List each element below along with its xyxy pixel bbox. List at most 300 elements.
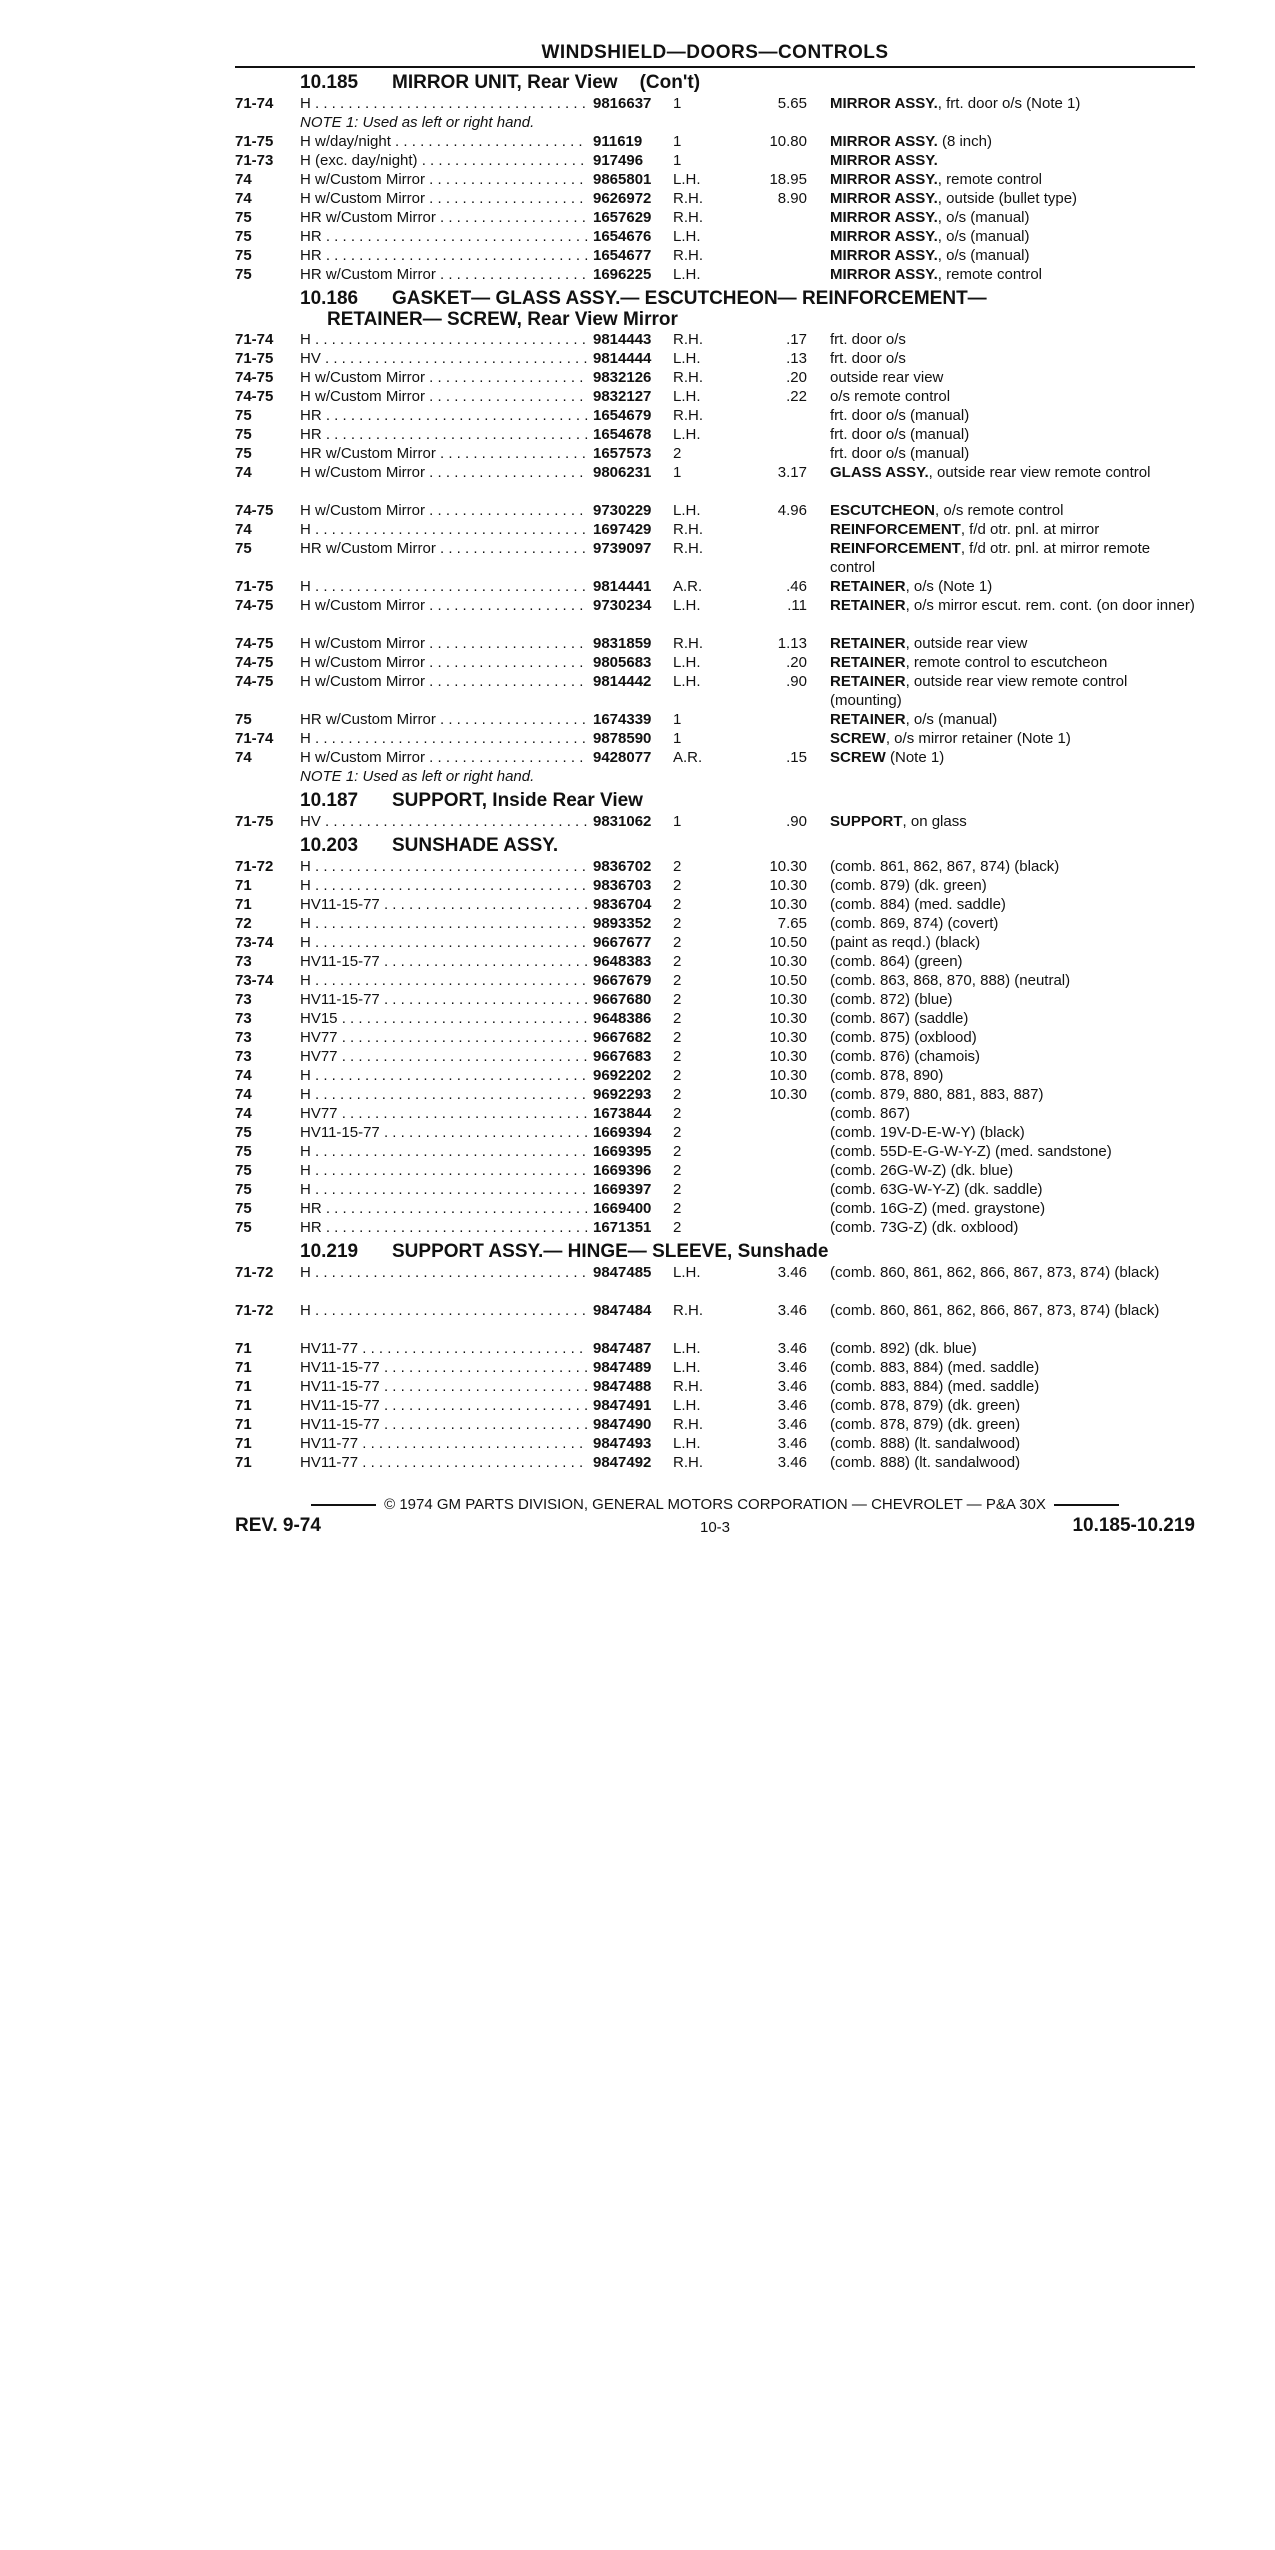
price: 3.46 [777, 1397, 807, 1414]
body-style: H w/Custom Mirror . . . [300, 170, 588, 189]
part-number: 9847487 [593, 1340, 652, 1357]
part-number: 1654677 [593, 247, 652, 264]
model-year: 73 [235, 953, 252, 970]
model-year: 71-75 [235, 813, 274, 830]
quantity: 2 [673, 1143, 682, 1160]
quantity: 2 [673, 445, 682, 462]
price: 3.46 [777, 1302, 807, 1319]
table-row [235, 710, 1195, 729]
table-row [235, 1047, 1195, 1066]
model-year: 75 [235, 228, 252, 245]
price: 10.30 [769, 1010, 807, 1027]
description: RETAINER, outside rear view remote control (mounting) [830, 673, 1128, 709]
description: (comb. 73G-Z) (dk. oxblood) [830, 1219, 1019, 1236]
part-number: 9667683 [593, 1048, 652, 1065]
body-style: H w/Custom Mirror . . . [300, 189, 588, 208]
quantity: R.H. [673, 635, 703, 652]
model-year: 75 [235, 1219, 252, 1236]
description-keyword: RETAINER [830, 635, 906, 652]
price: 3.46 [777, 1416, 807, 1433]
part-number: 9878590 [593, 730, 652, 747]
section-title [235, 288, 1195, 309]
price: 7.65 [777, 915, 807, 932]
quantity: L.H. [673, 673, 701, 690]
part-number: 9831859 [593, 635, 652, 652]
body-style: H . . . [300, 933, 588, 952]
catalog-section [235, 790, 1195, 831]
table-row [235, 132, 1195, 151]
part-number: 9805683 [593, 654, 652, 671]
quantity: 2 [673, 1010, 682, 1027]
quantity: 2 [673, 953, 682, 970]
table-note: NOTE 1: Used as left or right hand. [300, 768, 535, 785]
part-number: 1657629 [593, 209, 652, 226]
part-number: 9836704 [593, 896, 652, 913]
part-number: 9692202 [593, 1067, 652, 1084]
body-style: HV . . . [300, 349, 588, 368]
model-year: 74 [235, 1086, 252, 1103]
description-keyword: GLASS ASSY. [830, 464, 929, 481]
body-style: H . . . [300, 1161, 588, 1180]
section-range: 10.185-10.219 [1072, 1515, 1195, 1536]
description: RETAINER, outside rear view [830, 635, 1028, 652]
model-year: 73 [235, 1048, 252, 1065]
quantity: 2 [673, 915, 682, 932]
quantity: 2 [673, 1029, 682, 1046]
quantity: R.H. [673, 521, 703, 538]
model-year: 73 [235, 1029, 252, 1046]
quantity: 2 [673, 858, 682, 875]
description: REINFORCEMENT, f/d otr. pnl. at mirror [830, 521, 1100, 538]
table-row [235, 1358, 1195, 1377]
table-note: NOTE 1: Used as left or right hand. [300, 114, 535, 131]
section-number: 10.219 [300, 1241, 359, 1262]
model-year: 71-72 [235, 858, 274, 875]
part-number: 9626972 [593, 190, 652, 207]
description-keyword: MIRROR ASSY. [830, 152, 938, 169]
quantity: L.H. [673, 266, 701, 283]
table-row [235, 425, 1195, 444]
description: (comb. 879, 880, 881, 883, 887) [830, 1086, 1044, 1103]
body-style: H w/Custom Mirror . . . [300, 596, 588, 615]
part-number: 1669400 [593, 1200, 652, 1217]
model-year: 75 [235, 1181, 252, 1198]
description: MIRROR ASSY., o/s (manual) [830, 209, 1030, 226]
table-row [235, 1301, 1195, 1339]
table-row [235, 1142, 1195, 1161]
table-row [235, 1180, 1195, 1199]
body-style: H w/Custom Mirror . . . [300, 748, 588, 767]
catalog-section [235, 1241, 1195, 1472]
quantity: L.H. [673, 1359, 701, 1376]
catalog-page [235, 42, 1195, 1541]
catalog-section [235, 835, 1195, 1237]
price: 3.46 [777, 1359, 807, 1376]
description: (comb. 876) (chamois) [830, 1048, 981, 1065]
description: RETAINER, o/s (Note 1) [830, 578, 993, 595]
quantity: L.H. [673, 171, 701, 188]
quantity: R.H. [673, 190, 703, 207]
description-keyword: RETAINER [830, 711, 906, 728]
table-row [235, 971, 1195, 990]
model-year: 71 [235, 877, 252, 894]
table-row [235, 349, 1195, 368]
price: 8.90 [777, 190, 807, 207]
part-number: 9847490 [593, 1416, 652, 1433]
description: (comb. 26G-W-Z) (dk. blue) [830, 1162, 1014, 1179]
table-row [235, 368, 1195, 387]
body-style: H w/Custom Mirror . . . [300, 463, 588, 482]
body-style: H w/day/night . . . [300, 132, 588, 151]
model-year: 75 [235, 1162, 252, 1179]
description: (comb. 55D-E-G-W-Y-Z) (med. sandstone) [830, 1143, 1112, 1160]
price: 10.50 [769, 934, 807, 951]
part-number: 1654678 [593, 426, 652, 443]
catalog-section [235, 72, 1195, 284]
part-number: 1669395 [593, 1143, 652, 1160]
body-style: H w/Custom Mirror . . . [300, 672, 588, 691]
description: (paint as reqd.) (black) [830, 934, 981, 951]
part-number: 9814442 [593, 673, 652, 690]
part-number: 9730229 [593, 502, 652, 519]
part-number: 9893352 [593, 915, 652, 932]
model-year: 74-75 [235, 654, 274, 671]
table-row [235, 1453, 1195, 1472]
description: ESCUTCHEON, o/s remote control [830, 502, 1064, 519]
quantity: 2 [673, 972, 682, 989]
price: 4.96 [777, 502, 807, 519]
part-number: 9847492 [593, 1454, 652, 1471]
description: (comb. 878, 890) [830, 1067, 944, 1084]
section-title-text: GASKET— GLASS ASSY.— ESCUTCHEON— REINFORCEMENT— [392, 288, 987, 309]
description: (comb. 883, 884) (med. saddle) [830, 1359, 1040, 1376]
description: MIRROR ASSY., frt. door o/s (Note 1) [830, 95, 1081, 112]
body-style: H . . . [300, 94, 588, 113]
table-row [235, 1161, 1195, 1180]
part-number: 9847493 [593, 1435, 652, 1452]
body-style: H . . . [300, 520, 588, 539]
model-year: 74-75 [235, 502, 274, 519]
table-row [235, 857, 1195, 876]
description: REINFORCEMENT, f/d otr. pnl. at mirror remote control [830, 540, 1151, 576]
price: .11 [787, 597, 807, 614]
description: (comb. 63G-W-Y-Z) (dk. saddle) [830, 1181, 1043, 1198]
table-row [235, 227, 1195, 246]
quantity: L.H. [673, 388, 701, 405]
price: 10.30 [769, 953, 807, 970]
description: SCREW (Note 1) [830, 749, 945, 766]
quantity: R.H. [673, 1302, 703, 1319]
description: (comb. 864) (green) [830, 953, 963, 970]
description-keyword: REINFORCEMENT [830, 540, 961, 557]
description: (comb. 867) (saddle) [830, 1010, 969, 1027]
model-year: 71-74 [235, 331, 274, 348]
quantity: 2 [673, 1200, 682, 1217]
description: frt. door o/s (manual) [830, 407, 970, 424]
body-style: H . . . [300, 330, 588, 349]
part-number: 9730234 [593, 597, 652, 614]
body-style: HV11-77 . . . [300, 1453, 588, 1472]
quantity: 2 [673, 1219, 682, 1236]
quantity: R.H. [673, 331, 703, 348]
quantity: R.H. [673, 540, 703, 557]
description: (comb. 879) (dk. green) [830, 877, 987, 894]
description: SUPPORT, on glass [830, 813, 967, 830]
body-style: HR . . . [300, 1199, 588, 1218]
table-row [235, 189, 1195, 208]
body-style: HV11-15-77 . . . [300, 1396, 588, 1415]
model-year: 71 [235, 1435, 252, 1452]
description-keyword: MIRROR ASSY. [830, 171, 938, 188]
model-year: 71-72 [235, 1302, 274, 1319]
price: 3.46 [777, 1454, 807, 1471]
model-year: 75 [235, 1143, 252, 1160]
table-row [235, 634, 1195, 653]
table-row [235, 1066, 1195, 1085]
table-row [235, 1377, 1195, 1396]
model-year: 71 [235, 1378, 252, 1395]
model-year: 71-74 [235, 95, 274, 112]
description [830, 151, 1195, 170]
section-title-text: SUPPORT, Inside Rear View [392, 790, 643, 811]
quantity: 2 [673, 1105, 682, 1122]
table-row [235, 330, 1195, 349]
model-year: 75 [235, 209, 252, 226]
part-number: 9816637 [593, 95, 652, 112]
body-style: HR w/Custom Mirror . . . [300, 539, 588, 558]
model-year: 75 [235, 247, 252, 264]
body-style: H . . . [300, 1142, 588, 1161]
table-row [235, 501, 1195, 520]
quantity: 1 [673, 711, 682, 728]
part-number: 9831062 [593, 813, 652, 830]
price: .20 [786, 654, 807, 671]
table-row [235, 539, 1195, 577]
catalog-section [235, 288, 1195, 786]
model-year: 71 [235, 1397, 252, 1414]
quantity: R.H. [673, 209, 703, 226]
description-keyword: RETAINER [830, 673, 906, 690]
table-row [235, 1339, 1195, 1358]
body-style: H . . . [300, 1180, 588, 1199]
quantity: L.H. [673, 1435, 701, 1452]
quantity: R.H. [673, 407, 703, 424]
part-number: 1671351 [593, 1219, 652, 1236]
model-year: 71-72 [235, 1264, 274, 1281]
body-style: H . . . [300, 1066, 588, 1085]
price: 1.13 [777, 635, 807, 652]
description: frt. door o/s (manual) [830, 445, 970, 462]
description-keyword: MIRROR ASSY. [830, 228, 938, 245]
quantity: 2 [673, 1124, 682, 1141]
part-number: 1673844 [593, 1105, 652, 1122]
part-number: 9832127 [593, 388, 652, 405]
page-number: 10-3 [699, 1519, 731, 1536]
model-year: 74-75 [235, 635, 274, 652]
description: frt. door o/s [830, 331, 906, 348]
description: (comb. 888) (lt. sandalwood) [830, 1454, 1021, 1471]
quantity: A.R. [673, 749, 703, 766]
table-row [235, 246, 1195, 265]
body-style: H . . . [300, 914, 588, 933]
section-title-continued: RETAINER— SCREW, Rear View Mirror [327, 309, 678, 330]
table-row [235, 672, 1195, 710]
model-year: 71 [235, 1359, 252, 1376]
part-number: 9832126 [593, 369, 652, 386]
body-style: H w/Custom Mirror . . . [300, 501, 588, 520]
body-style: HV11-15-77 . . . [300, 1358, 588, 1377]
description: (comb. 869, 874) (covert) [830, 915, 999, 932]
copyright-line [235, 1496, 1195, 1513]
description: (comb. 878, 879) (dk. green) [830, 1397, 1021, 1414]
description-keyword: REINFORCEMENT [830, 521, 961, 538]
description: MIRROR ASSY., o/s (manual) [830, 228, 1030, 245]
price: 3.46 [777, 1378, 807, 1395]
description: (comb. 883, 884) (med. saddle) [830, 1378, 1040, 1395]
description: (comb. 892) (dk. blue) [830, 1340, 977, 1357]
quantity: L.H. [673, 1264, 701, 1281]
model-year: 74 [235, 1067, 252, 1084]
part-number: 9667677 [593, 934, 652, 951]
price: 10.30 [769, 1029, 807, 1046]
table-row [235, 1396, 1195, 1415]
body-style: HV11-15-77 . . . [300, 1415, 588, 1434]
part-number: 911619 [593, 133, 643, 150]
description: (comb. 861, 862, 867, 874) (black) [830, 858, 1060, 875]
body-style: H . . . [300, 1301, 588, 1320]
description: RETAINER, o/s (manual) [830, 711, 998, 728]
part-number: 9847489 [593, 1359, 652, 1376]
quantity: R.H. [673, 369, 703, 386]
description-keyword: RETAINER [830, 654, 906, 671]
price: .15 [786, 749, 807, 766]
quantity: R.H. [673, 1454, 703, 1471]
description-keyword: RETAINER [830, 578, 906, 595]
body-style: HR . . . [300, 227, 588, 246]
table-row [235, 653, 1195, 672]
quantity: 2 [673, 877, 682, 894]
part-number: 9836702 [593, 858, 652, 875]
description: (comb. 860, 861, 862, 866, 867, 873, 874) (black) [830, 1302, 1160, 1319]
quantity: L.H. [673, 1397, 701, 1414]
description-keyword: MIRROR ASSY. [830, 95, 938, 112]
description: frt. door o/s [830, 350, 906, 367]
table-row [235, 729, 1195, 748]
description: RETAINER, remote control to escutcheon [830, 654, 1108, 671]
part-number: 1669397 [593, 1181, 652, 1198]
description: GLASS ASSY., outside rear view remote control [830, 464, 1151, 481]
table-row [235, 933, 1195, 952]
body-style: H w/Custom Mirror . . . [300, 387, 588, 406]
model-year: 71-75 [235, 133, 274, 150]
body-style: HR w/Custom Mirror . . . [300, 208, 588, 227]
description-keyword: RETAINER [830, 597, 906, 614]
description: MIRROR ASSY., outside (bullet type) [830, 190, 1078, 207]
table-row [235, 952, 1195, 971]
body-style: H . . . [300, 876, 588, 895]
body-style: HV11-15-77 . . . [300, 1377, 588, 1396]
price: 10.30 [769, 1086, 807, 1103]
table-row [235, 812, 1195, 831]
model-year: 73 [235, 1010, 252, 1027]
model-year: 73-74 [235, 972, 274, 989]
description: (comb. 860, 861, 862, 866, 867, 873, 874) (black) [830, 1264, 1160, 1281]
body-style: HV11-77 . . . [300, 1339, 588, 1358]
model-year: 74 [235, 464, 252, 481]
quantity: 1 [673, 152, 682, 169]
quantity: R.H. [673, 1416, 703, 1433]
table-row [235, 1104, 1195, 1123]
section-title-text: MIRROR UNIT, Rear View [392, 72, 618, 93]
quantity: 1 [673, 730, 682, 747]
price: 3.46 [777, 1435, 807, 1452]
body-style: H . . . [300, 971, 588, 990]
part-number: 9814441 [593, 578, 652, 595]
model-year: 71 [235, 1454, 252, 1471]
description: (comb. 863, 868, 870, 888) (neutral) [830, 972, 1071, 989]
section-title-text: SUPPORT ASSY.— HINGE— SLEEVE, Sunshade [392, 1241, 829, 1262]
body-style: H w/Custom Mirror . . . [300, 653, 588, 672]
model-year: 74 [235, 1105, 252, 1122]
description: (comb. 16G-Z) (med. graystone) [830, 1200, 1046, 1217]
description: MIRROR ASSY., remote control [830, 266, 1043, 283]
part-number: 1654676 [593, 228, 652, 245]
body-style: HV77 . . . [300, 1104, 588, 1123]
copyright-text: © 1974 GM PARTS DIVISION, GENERAL MOTORS CORPORATION — CHEVROLET — P&A 30X [384, 1496, 1046, 1513]
body-style: HV77 . . . [300, 1047, 588, 1066]
price: .46 [786, 578, 807, 595]
part-number: 9806231 [593, 464, 652, 481]
body-style: HR . . . [300, 246, 588, 265]
quantity: 2 [673, 1048, 682, 1065]
price: 10.50 [769, 972, 807, 989]
body-style: H w/Custom Mirror . . . [300, 634, 588, 653]
body-style: H (exc. day/night) . . . [300, 151, 588, 170]
table-row [235, 1085, 1195, 1104]
table-row [235, 895, 1195, 914]
table-row [235, 1218, 1195, 1237]
part-number: 9847491 [593, 1397, 652, 1414]
model-year: 74-75 [235, 673, 274, 690]
price: 10.30 [769, 1067, 807, 1084]
part-number: 1669394 [593, 1124, 652, 1141]
price: 10.30 [769, 991, 807, 1008]
description: (comb. 884) (med. saddle) [830, 896, 1006, 913]
footer-bottom [235, 1515, 1195, 1541]
quantity: 2 [673, 1162, 682, 1179]
description: frt. door o/s (manual) [830, 426, 970, 443]
description: (comb. 867) [830, 1105, 911, 1122]
model-year: 75 [235, 266, 252, 283]
quantity: 1 [673, 464, 682, 481]
model-year: 75 [235, 407, 252, 424]
section-number: 10.185 [300, 72, 359, 93]
part-number: 9814443 [593, 331, 652, 348]
part-number: 917496 [593, 152, 644, 169]
table-row [235, 265, 1195, 284]
quantity: L.H. [673, 502, 701, 519]
price: 10.30 [769, 858, 807, 875]
price: 3.46 [777, 1264, 807, 1281]
model-year: 74-75 [235, 388, 274, 405]
table-row [235, 1123, 1195, 1142]
section-number: 10.186 [300, 288, 359, 309]
section-number: 10.203 [300, 835, 359, 856]
part-number: 9847485 [593, 1264, 652, 1281]
body-style: HV11-77 . . . [300, 1434, 588, 1453]
quantity: A.R. [673, 578, 703, 595]
description-keyword: SCREW [830, 749, 886, 766]
